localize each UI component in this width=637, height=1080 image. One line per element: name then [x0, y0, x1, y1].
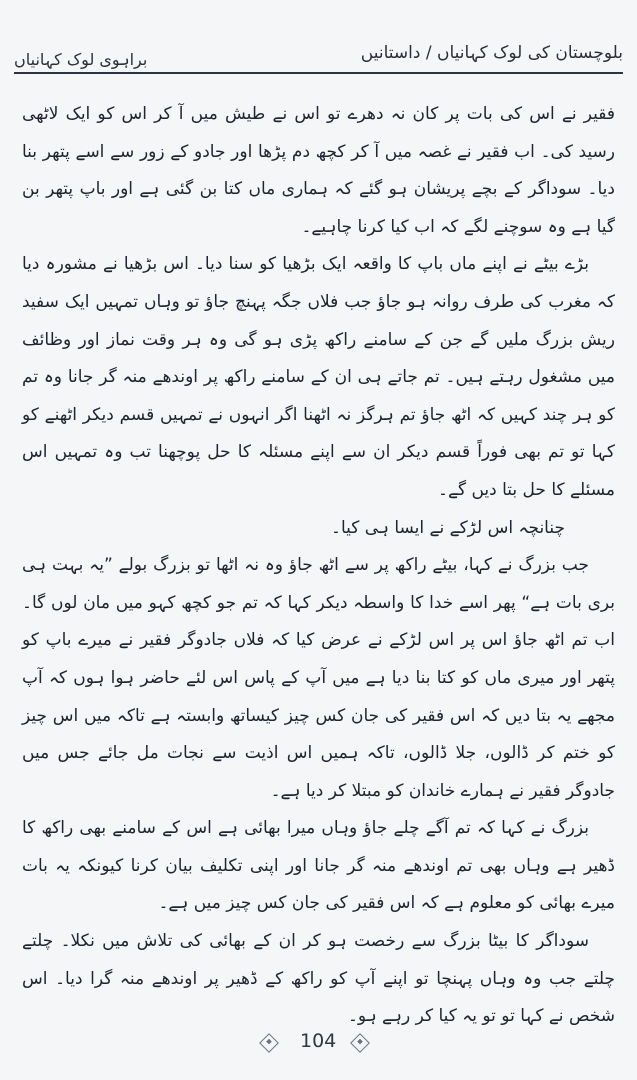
paragraph-2: بڑے بیٹے نے اپنے ماں باپ کا واقعہ ایک بڑھیا کو سنا دیا۔ اس بڑھیا نے مشورہ دیا کہ مغرب کی طرف روانہ ہو جاؤ جب فلاں جگہ پہنچ جاؤ تو وہاں تمہیں ایک سفید ریش بزرگ ملیں گے جن کے سامنے راکھ پڑی ہو گی وہ ہر وقت نماز اور وظائف میں مشغول رہتے ہیں۔ تم جاتے ہی ان کے سامنے راکھ پر اوندھے منہ گر جانا وہ تم کو ہر چند کہیں کہ اٹھ جاؤ تم ہرگز نہ اٹھنا اگر انہوں نے تمہیں قسم دیکر اٹھنے کو کہا تو تم بھی فوراً قسم دیکر ان سے اپنے مسئلہ کا حل پوچھنا تب وہ تمہیں اس مسئلے کا حل بتا دیں گے۔	[22, 254, 615, 500]
paragraph-1: فقیر نے اس کی بات پر کان نہ دھرے تو اس نے طیش میں آ کر اس کو ایک لاٹھی رسید کی۔ اب فقیر نے غصہ میں آ کر کچھ دم پڑھا اور جادو کے زور سے اسے پتھر بنا دیا۔ سوداگر کے بچے پریشان ہو گئے کہ ہماری ماں کتا بن گئی ہے اور باپ پتھر بن گیا ہے وہ سوچنے لگے کہ اب کیا کرنا چاہیے۔	[22, 104, 615, 237]
page-number: 104	[300, 1030, 337, 1052]
ornament-right-icon	[350, 1033, 370, 1053]
ornament-left-icon	[259, 1033, 279, 1053]
paragraph-3: چنانچہ اس لڑکے نے ایسا ہی کیا۔	[331, 517, 565, 538]
header-book-title: بلوچستان کی لوک کہانیاں / داستانیں	[360, 43, 623, 63]
page-body	[22, 96, 615, 1036]
paragraph-5: بزرگ نے کہا کہ تم آگے چلے جاؤ وہاں میرا بھائی ہے اس کے سامنے بھی راکھ کا ڈھیر ہے وہاں بھی تم اوندھے منہ گر جانا اور اپنی تکلیف بیان کرنا کیونکہ یہ بات میرے بھائی کو معلوم ہے کہ اس فقیر کی جان کس چیز میں ہے۔	[22, 818, 615, 914]
running-header	[14, 38, 623, 74]
paragraph-6: سوداگر کا بیٹا بزرگ سے رخصت ہو کر ان کے بھائی کی تلاش میں نکلا۔ چلتے چلتے جب وہ وہاں پہنچا تو اپنے آپ کو راکھ کے ڈھیر پر اوندھے منہ گرا دیا۔ اس شخص نے کہا تو تو یہ کیا کر رہے ہو۔	[22, 931, 615, 1027]
header-section-title: براہوی لوک کہانیاں	[14, 50, 148, 69]
page-footer	[0, 1028, 637, 1058]
paragraph-4: جب بزرگ نے کہا، بیٹے راکھ پر سے اٹھ جاؤ وہ نہ اٹھا تو بزرگ بولے ”یہ بہت ہی بری بات ہے“ پھر اسے خدا کا واسطہ دیکر کہا کہ تم جو کچھ کہو میں مان لوں گا۔ اب تم اٹھ جاؤ اس پر اس لڑکے نے عرض کیا کہ فلاں جادوگر فقیر نے میرے باپ کو پتھر اور میری ماں کو کتا بنا دیا ہے میں آپ کے پاس اس لئے حاضر ہوا ہوں کہ آپ مجھے یہ بتا دیں کہ اس فقیر کی جان کس چیز کیساتھ وابستہ ہے تاکہ میں اس چیز کو ختم کر ڈالوں، جلا ڈالوں، تاکہ ہمیں اس اذیت سے نجات مل جائے جس میں جادوگر فقیر نے ہمارے خاندان کو مبتلا کر دیا ہے۔	[22, 555, 615, 801]
